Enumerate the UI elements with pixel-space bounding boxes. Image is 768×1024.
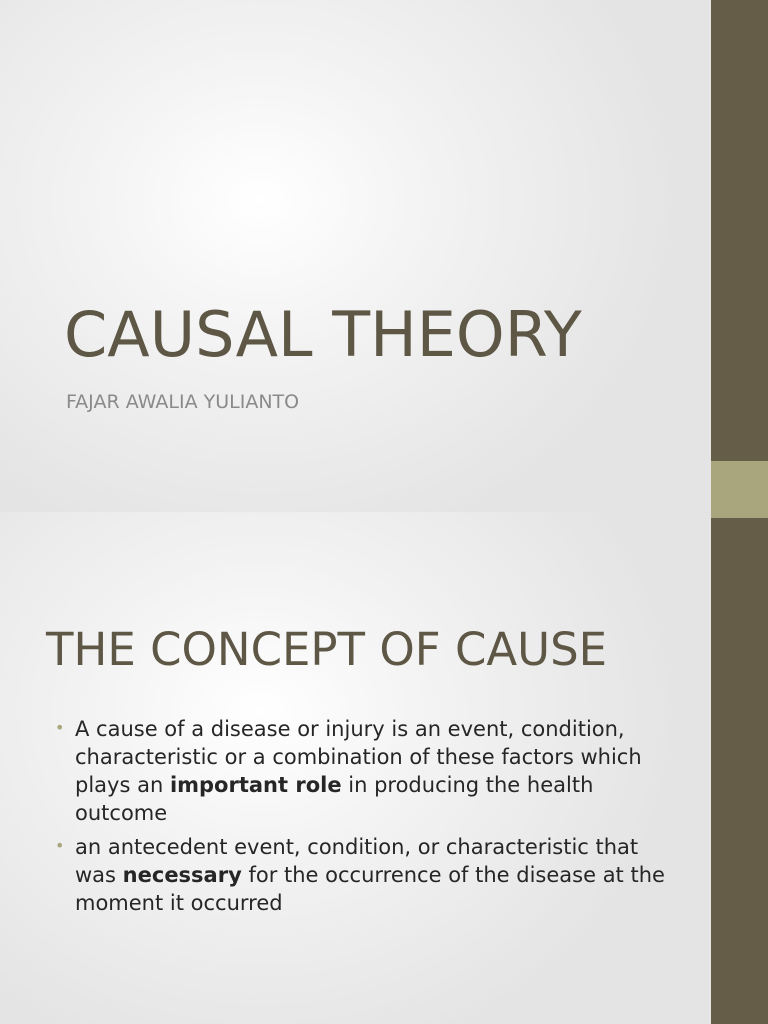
- bullet-emphasis: important role: [169, 773, 342, 797]
- slide-subtitle: FAJAR AWALIA YULIANTO: [66, 391, 300, 413]
- side-accent-block: [711, 461, 768, 518]
- bullet-list: [53, 715, 683, 923]
- side-bar: [711, 512, 768, 1024]
- content-slide: [0, 512, 768, 1024]
- bullet-item: [53, 833, 683, 917]
- bullet-text: for the occurrence of the disease at the moment it occurred: [75, 863, 665, 915]
- bullet-text: A cause of a disease or injury is an event, condition, characteristic or a combination of these factors which plays an: [75, 717, 642, 797]
- bullet-text: an antecedent event, condition, or characteristic that was: [75, 835, 639, 887]
- bullet-item: [53, 715, 683, 827]
- slide-heading: THE CONCEPT OF CAUSE: [46, 623, 608, 676]
- bullet-emphasis: necessary: [122, 863, 242, 887]
- bullet-dot-icon: •: [55, 718, 65, 737]
- bullet-text: in producing the health outcome: [75, 773, 594, 825]
- bullet-dot-icon: •: [55, 836, 65, 855]
- side-bar: [711, 0, 768, 512]
- slide-title: CAUSAL THEORY: [64, 298, 582, 371]
